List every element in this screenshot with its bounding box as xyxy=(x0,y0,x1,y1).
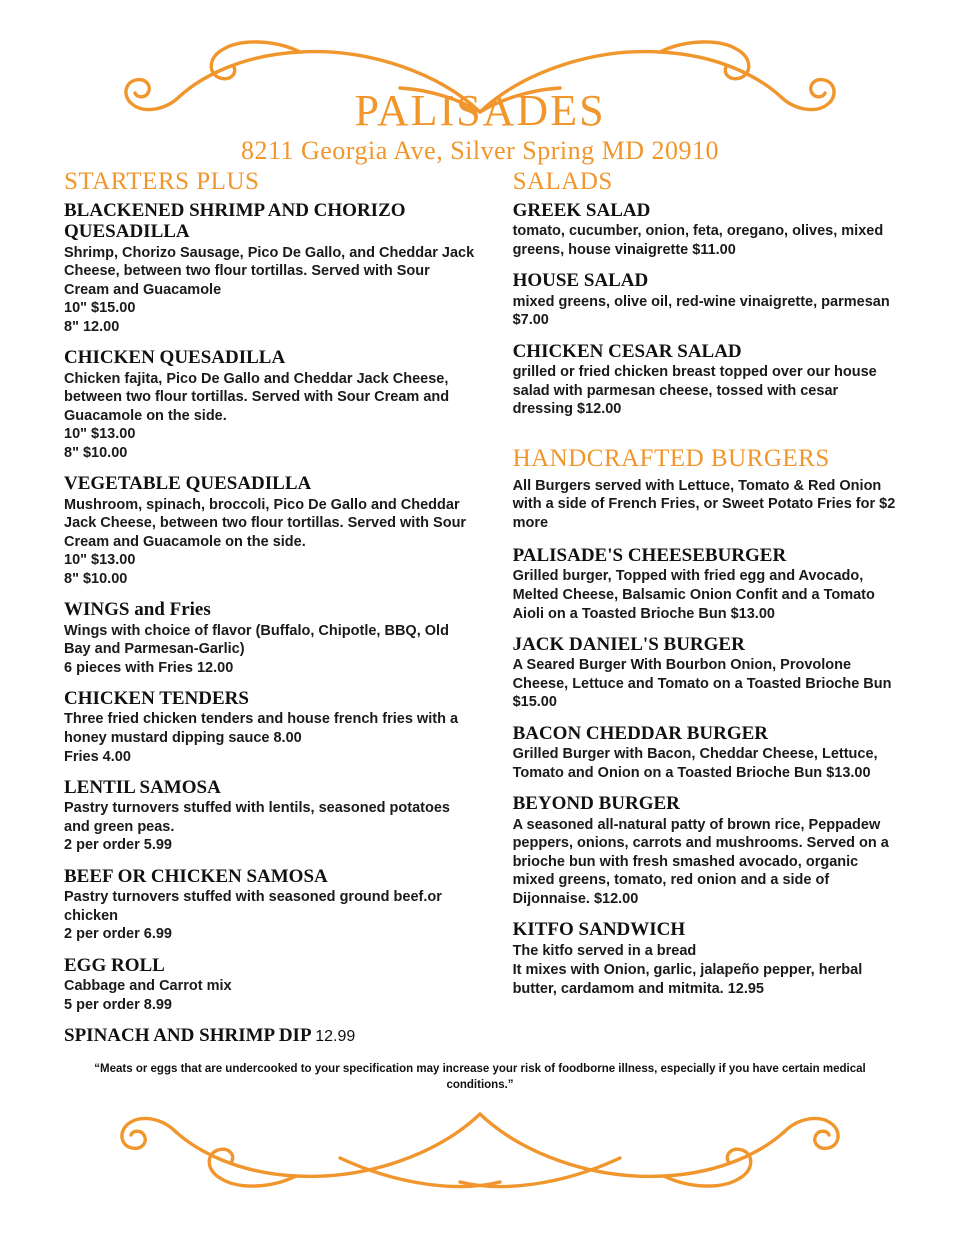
menu-item xyxy=(64,688,479,766)
item-price-alt: 8" $10.00 xyxy=(64,444,128,461)
item-price: 10" $15.00 xyxy=(64,300,136,317)
item-price: Fries 4.00 xyxy=(64,748,131,765)
menu-item xyxy=(64,955,479,1014)
menu-item xyxy=(64,599,479,677)
item-name: BACON CHEDDAR BURGER xyxy=(512,722,769,744)
item-description: Pastry turnovers stuffed with seasoned ground beef.or chicken xyxy=(64,889,442,924)
menu-columns xyxy=(64,168,900,1058)
item-price: 6 pieces with Fries 12.00 xyxy=(64,659,234,676)
menu-item xyxy=(513,545,900,623)
menu-item xyxy=(64,777,479,855)
section-title-salads: SALADS xyxy=(512,168,613,195)
menu-item xyxy=(513,341,900,419)
item-description: grilled or fried chicken breast topped over our house salad with parmesan cheese, tossed with cesar dressing $12.00 xyxy=(512,363,877,418)
item-price: 2 per order 6.99 xyxy=(64,926,172,943)
item-price: 5 per order 8.99 xyxy=(64,996,172,1013)
item-description: Three fried chicken tenders and house french fries with a honey mustard dipping sauce 8.00 xyxy=(64,711,459,746)
item-name: CHICKEN TENDERS xyxy=(64,688,249,710)
item-price: 2 per order 5.99 xyxy=(64,837,172,854)
menu-item xyxy=(513,793,900,908)
item-name: JACK DANIEL'S BURGER xyxy=(512,634,745,656)
menu-item xyxy=(64,347,479,462)
disclaimer-text: “Meats or eggs that are undercooked to your specification may increase your risk of foodborne illness, especially if you have certain medical conditions.” xyxy=(94,1063,866,1091)
menu-item xyxy=(513,270,900,329)
menu-item xyxy=(64,866,479,944)
restaurant-address: 8211 Georgia Ave, Silver Spring MD 20910 xyxy=(240,136,720,166)
item-name: PALISADE'S CHEESEBURGER xyxy=(512,545,787,567)
menu-item xyxy=(513,919,900,998)
burgers-note: All Burgers served with Lettuce, Tomato & Red Onion with a side of French Fries, or Sweet Potato Fries for $2 more xyxy=(512,477,896,532)
item-price: 10" $13.00 xyxy=(64,552,136,569)
item-name: KITFO SANDWICH xyxy=(512,919,686,941)
item-description: mixed greens, olive oil, red-wine vinaigrette, parmesan $7.00 xyxy=(512,293,890,329)
item-description: A Seared Burger With Bourbon Onion, Provolone Cheese, Lettuce and Tomato on a Toasted Brioche Bun $15.00 xyxy=(512,657,892,711)
item-price: 10" $13.00 xyxy=(64,426,136,443)
item-description: Chicken fajita, Pico De Gallo and Cheddar Jack Cheese, between two flour tortillas. Served with Sour Cream and Guacamole on the side. xyxy=(64,370,450,424)
item-name: VEGETABLE QUESADILLA xyxy=(64,473,312,495)
menu-item xyxy=(513,634,900,712)
item-name: CHICKEN QUESADILLA xyxy=(64,347,286,369)
menu-item-spinach-shrimp-dip xyxy=(64,1025,479,1046)
section-title-burgers: HANDCRAFTED BURGERS xyxy=(512,444,830,472)
item-description: Wings with choice of flavor (Buffalo, Chipotle, BBQ, Old Bay and Parmesan-Garlic) xyxy=(64,622,449,658)
menu-header xyxy=(0,88,960,166)
item-name xyxy=(64,1025,479,1046)
item-description: Mushroom, spinach, broccoli, Pico De Gallo and Cheddar Jack Cheese, between two flour tortillas. Served with Sour Cream and Guacamole on the side. xyxy=(64,496,467,550)
item-name: EGG ROLL xyxy=(64,954,165,976)
item-name: WINGS and Fries xyxy=(64,599,211,621)
section-title-starters: STARTERS PLUS xyxy=(64,168,260,195)
menu-item xyxy=(513,200,900,259)
item-description: The kitfo served in a bread xyxy=(512,942,697,959)
item-price-alt: 8" 12.00 xyxy=(64,318,120,335)
menu-item xyxy=(64,200,479,336)
item-description: Grilled burger, Topped with fried egg and Avocado, Melted Cheese, Balsamic Onion Confit and a Tomato Aioli on a Toasted Brioche Bun $13.00 xyxy=(512,568,875,622)
bottom-flourish-ornament xyxy=(40,1096,920,1206)
item-description: A seasoned all-natural patty of brown rice, Peppadew peppers, onions, carrots and mushrooms. Served on a brioche bun with fresh smashed avocado, organic mixed greens, tomato, red onion and a side of Dijonnaise. $12.00 xyxy=(512,816,889,907)
left-column xyxy=(64,168,479,1058)
menu-item xyxy=(64,473,479,588)
item-description: Pastry turnovers stuffed with lentils, seasoned potatoes and green peas. xyxy=(64,800,450,835)
item-price-alt: 8" $10.00 xyxy=(64,570,128,587)
item-name-text: SPINACH AND SHRIMP DIP xyxy=(64,1025,311,1047)
item-name: LENTIL SAMOSA xyxy=(64,777,221,799)
item-description: tomato, cucumber, onion, feta, oregano, olives, mixed greens, house vinaigrette $11.00 xyxy=(512,223,884,258)
restaurant-name: PALISADES xyxy=(354,86,606,135)
item-name: HOUSE SALAD xyxy=(512,270,649,292)
item-description: Grilled Burger with Bacon, Cheddar Cheese, Lettuce, Tomato and Onion on a Toasted Brioche Bun $13.00 xyxy=(512,746,878,781)
item-price: 12.99 xyxy=(315,1028,356,1046)
item-name: GREEK SALAD xyxy=(512,200,651,221)
item-description: Shrimp, Chorizo Sausage, Pico De Gallo, and Cheddar Jack Cheese, between two flour tortillas. Served with Sour Cream and Guacamole xyxy=(64,244,475,298)
item-name: BEEF OR CHICKEN SAMOSA xyxy=(64,865,328,887)
item-name: BEYOND BURGER xyxy=(512,793,680,815)
item-description: Cabbage and Carrot mix xyxy=(64,978,232,995)
item-name: BLACKENED SHRIMP AND CHORIZO QUESADILLA xyxy=(64,200,406,243)
right-column xyxy=(513,168,900,1058)
item-name: CHICKEN CESAR SALAD xyxy=(512,340,742,362)
item-description-extra: It mixes with Onion, garlic, jalapeño pepper, herbal butter, cardamom and mitmita. 12.95 xyxy=(512,962,863,997)
menu-item xyxy=(513,723,900,782)
